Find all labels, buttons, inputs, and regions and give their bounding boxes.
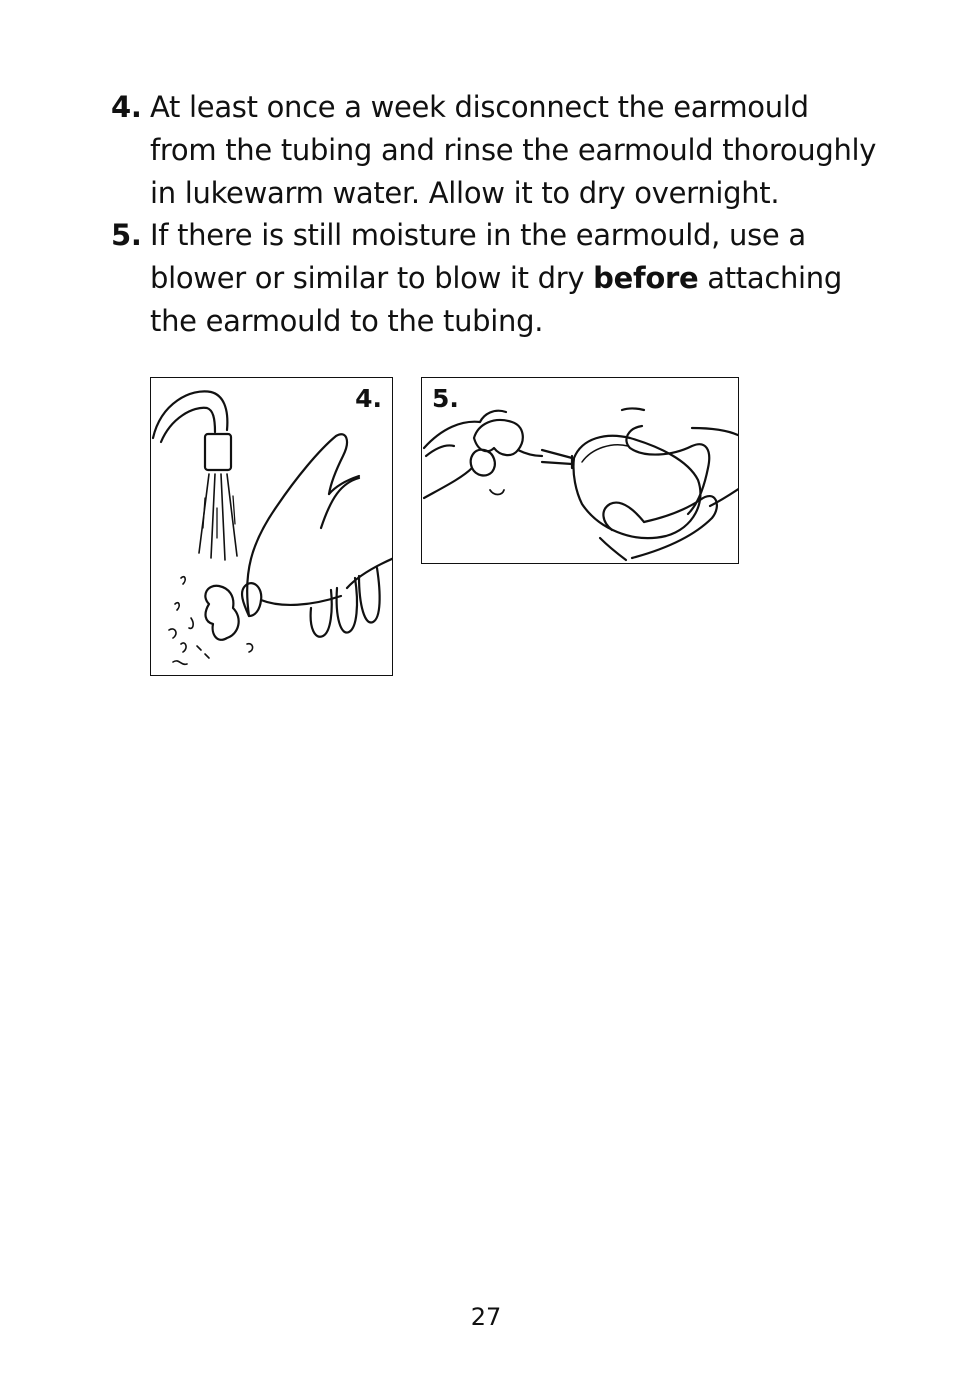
step-text-start: If there is still moisture in the earmould, use a blower or similar to blow it dry: [150, 218, 806, 295]
step-number: 5.: [111, 218, 142, 252]
figure-label: 5.: [432, 384, 459, 413]
rinsing-earmould-under-tap-illustration: [151, 378, 393, 676]
figure-blow-dry-earmould: [421, 377, 739, 564]
instruction-step-5: [111, 214, 881, 343]
step-text-end: attaching the earmould to the tubing.: [150, 261, 842, 338]
figure-rinse-earmould: [150, 377, 393, 676]
step-text-emphasis: before: [593, 261, 699, 295]
step-number: 4.: [111, 90, 142, 124]
page-number: 27: [470, 1303, 502, 1331]
step-text: At least once a week disconnect the earmould from the tubing and rinse the earmould thoroughly in lukewarm water. Allow it to dry overnight.: [150, 90, 877, 210]
figure-label: 4.: [355, 384, 382, 413]
blower-drying-earmould-illustration: [422, 378, 739, 564]
step-text: [150, 214, 881, 343]
instruction-step-4: [111, 86, 881, 215]
